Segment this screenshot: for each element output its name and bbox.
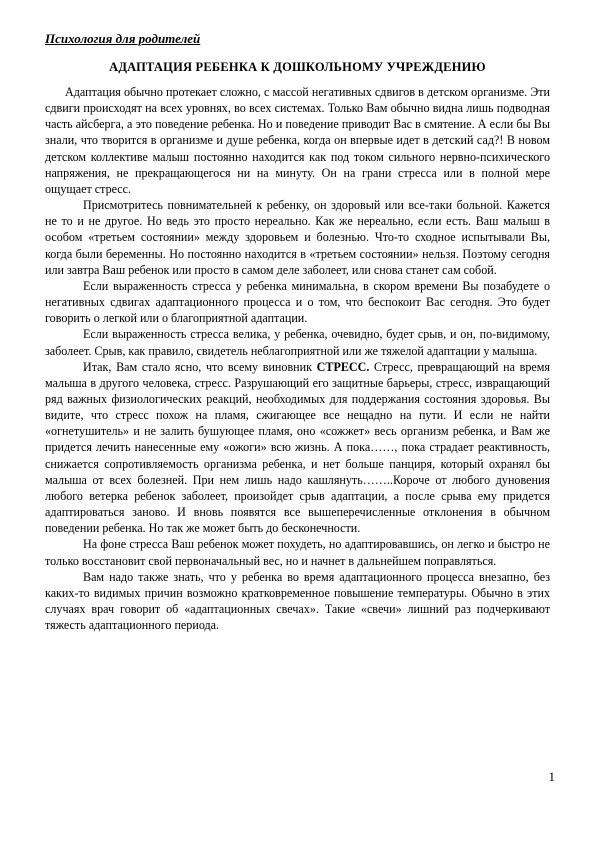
document-body <box>45 84 550 633</box>
emphasis-stress: СТРЕСС. <box>316 359 370 374</box>
paragraph: Если выраженность стресса велика, у ребенка, очевидно, будет срыв, и он, по-видимому, заболеет. Срыв, как правило, свидетель неблагоприятной или же тяжелой адаптации у малыша. <box>45 327 550 358</box>
paragraph <box>45 359 550 537</box>
page-number: 1 <box>548 769 555 784</box>
paragraph: Если выраженность стресса у ребенка минимальна, в скором времени Вы позабудете о негативных сдвигах адаптационного процесса и о том, что беспокоит Вас сегодня. Это будет говорить о легкой или о благоприятной адаптации. <box>45 278 550 326</box>
paragraph-text: Итак, Вам стало ясно, что всему виновник <box>83 359 317 374</box>
paragraph: Присмотритесь повнимательней к ребенку, он здоровый или все-таки больной. Кажется не то и не другое. Но ведь это просто нереально. Как же нереально, если есть. Ваш малыш в особом «третьем состоянии» между здоровьем и болезнью. Что-то сходное испытывали Вы, когда были беременны. Но постоянно находится в «третьем состоянии» нельзя. Поэтому сегодня или завтра Ваш ребенок или просто в самом деле заболеет, или снова станет сам собой. <box>45 198 550 277</box>
document-title: АДАПТАЦИЯ РЕБЕНКА К ДОШКОЛЬНОМУ УЧРЕЖДЕНИЮ <box>109 60 486 74</box>
paragraph: Вам надо также знать, что у ребенка во время адаптационного процесса внезапно, без каких-то видимых причин возможно кратковременное повышение температуры. Обычно в этих случаях врач говорит об «адаптационных свечах». Такие «свечи» лишний раз подчеркивают тяжесть адаптационного периода. <box>45 569 550 633</box>
paragraph: Адаптация обычно протекает сложно, с массой негативных сдвигов в детском организме. Эти сдвиги происходят на всех уровнях, во всех системах. Только Вам обычно видна лишь подводная часть айсберга, а это поведение ребенка. Но и поведение приводит Вас в смятение. А если бы Вы знали, что творится в организме и душе ребенка, когда он впервые идет в детский сад?! В новом детском коллективе малыш постоянно находится как под током сильного нервно-психического напряжения, не прекращающегося ни на минуту. Он на грани стресса или в полной мере ощущает стресс. <box>45 85 550 196</box>
paragraph: На фоне стресса Ваш ребенок может похудеть, но адаптировавшись, он легко и быстро не только восстановит свой первоначальный вес, но и начнет в дальнейшем поправляться. <box>45 537 550 568</box>
section-header: Психология для родителей <box>45 31 201 46</box>
paragraph-text: Стресс, превращающий на время малыша в другого человека, стресс. Разрушающий его защитные барьеры, стресс, извращающий ряд важных физиологических реакций, необходимых для поддержания состояния здоровья. Вы видите, что стресс похож на пламя, сжигающее все нещадно на пути. И если не найти «огнетушитель» и не залить бушующее пламя, оно «сожжет» весь организм ребенка, и Вам же придется лечить нанесенные ему «ожоги» всю жизнь. А пока……, пока страдает реактивность, снижается сопротивляемость организма ребенка, и нет больше панциря, который охранял бы малыша от всех болезней. При нем лишь надо кашлянуть……..Короче от любого дуновения любого ветерка ребенок заболеет, произойдет срыв адаптации, а после срыва ему придется адаптироваться заново. И вновь появятся все вышеперечисленные отклонения в обычном поведении ребенка. Но так же может быть до бесконечности. <box>45 359 550 536</box>
